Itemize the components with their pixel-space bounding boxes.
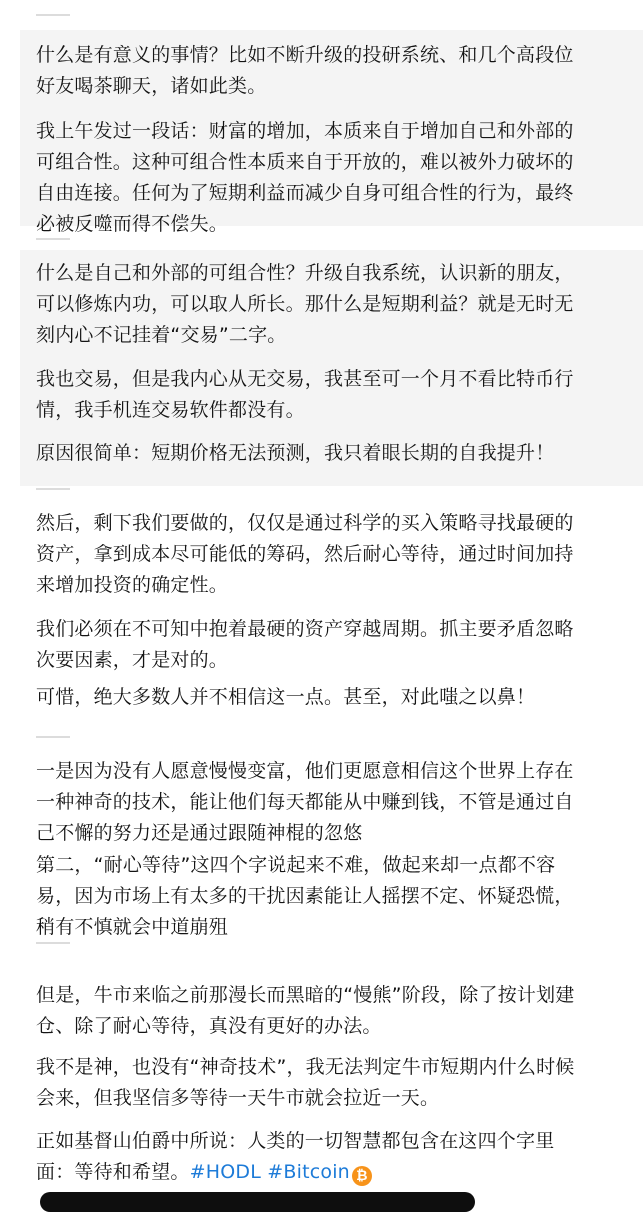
thread-divider: [36, 736, 70, 738]
post-paragraph: 我也交易，但是我内心从无交易，我甚至可一个月不看比特币行 情，我手机连交易软件都没有。: [36, 368, 574, 421]
post-paragraph-with-hashtags: [36, 1126, 636, 1188]
post-paragraph: 但是，牛市来临之前那漫长而黑暗的“慢熊”阶段，除了按计划建 仓、除了耐心等待，真没有更好的办法。: [36, 984, 575, 1037]
post-paragraph: 然后，剩下我们要做的，仅仅是通过科学的买入策略寻找最硬的 资产，拿到成本尽可能低的筹码，然后耐心等待，通过时间加持 来增加投资的确定性。: [36, 512, 574, 596]
thread-divider: [36, 942, 70, 944]
post-paragraph: 我上午发过一段话：财富的增加，本质来自于增加自己和外部的 可组合性。这种可组合性本质来自于开放的，难以被外力破坏的 自由连接。任何为了短期利益而减少自身可组合性的行为，最终 必被反噬而得不偿失。: [36, 120, 574, 235]
post-paragraph: 我不是神，也没有“神奇技术”，我无法判定牛市短期内什么时候 会来，但我坚信多等待一天牛市就会拉近一天。: [36, 1056, 575, 1109]
post-paragraph: 什么是有意义的事情？比如不断升级的投研系统、和几个高段位 好友喝茶聊天，诸如此类。: [36, 44, 574, 97]
post-paragraph: 可惜，绝大多数人并不相信这一点。甚至，对此嗤之以鼻！: [36, 686, 536, 708]
post-paragraph: 一是因为没有人愿意慢慢变富，他们更愿意相信这个世界上存在 一种神奇的技术，能让他们每天都能从中赚到钱，不管是通过自 己不懈的努力还是通过跟随神棍的忽悠: [36, 760, 574, 844]
thread-divider: [36, 14, 70, 16]
hashtag-hodl-link[interactable]: #HODL: [189, 1161, 261, 1183]
post-paragraph: 原因很简单：短期价格无法预测，我只着眼长期的自我提升！: [36, 442, 555, 464]
thread-divider: [36, 488, 70, 490]
bottom-toolbar-edge: [40, 1192, 475, 1212]
hashtag-bitcoin-link[interactable]: #Bitcoin: [267, 1161, 350, 1183]
post-paragraph-text: 正如基督山伯爵中所说：人类的一切智慧都包含在这四个字里 面：等待和希望。: [36, 1130, 555, 1183]
bitcoin-icon: ₿: [352, 1166, 372, 1186]
thread-post-block: [20, 250, 643, 486]
thread-divider: [36, 238, 70, 240]
post-paragraph: 第二，“耐心等待”这四个字说起来不难，做起来却一点都不容 易，因为市场上有太多的干扰因素能让人摇摆不定、怀疑恐慌， 稍有不慎就会中道崩殂: [36, 854, 574, 938]
thread-post-block: [20, 744, 643, 940]
post-paragraph: 什么是自己和外部的可组合性？升级自我系统，认识新的朋友， 可以修炼内功，可以取人所长。那什么是短期利益？就是无时无 刻内心不记挂着“交易”二字。: [36, 262, 574, 346]
thread-post-block: [20, 500, 643, 730]
post-paragraph: 我们必须在不可知中抱着最硬的资产穿越周期。抓主要矛盾忽略 次要因素，才是对的。: [36, 618, 574, 671]
thread-post-block: [20, 30, 643, 235]
thread-post-block: [20, 964, 643, 1189]
